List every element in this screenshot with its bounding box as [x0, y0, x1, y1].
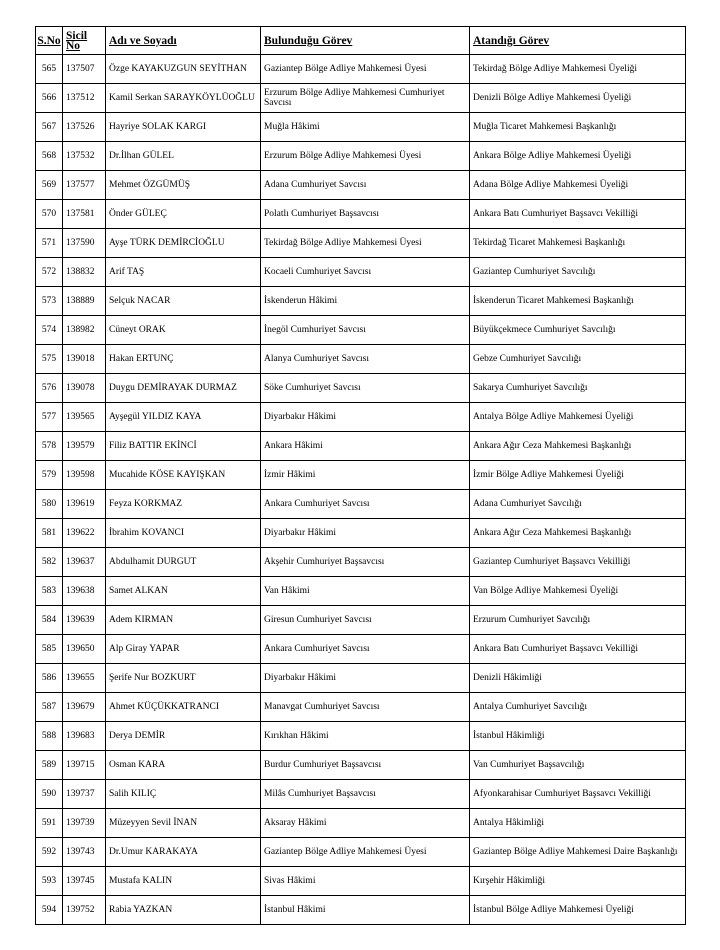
- row-sno: 590: [36, 780, 63, 809]
- row-name: Abdulhamit DURGUT: [106, 548, 261, 577]
- row-assigned-post: Adana Cumhuriyet Savcılığı: [470, 490, 686, 519]
- table-body: [36, 55, 686, 925]
- table-row: [36, 345, 686, 374]
- row-sno: 587: [36, 693, 63, 722]
- row-assigned-post: Afyonkarahisar Cumhuriyet Başsavcı Vekilliği: [470, 780, 686, 809]
- table-row: [36, 664, 686, 693]
- row-sno: 569: [36, 171, 63, 200]
- row-current-post: Erzurum Bölge Adliye Mahkemesi Cumhuriyet Savcısı: [261, 84, 470, 113]
- row-sicil-no: 138982: [63, 316, 106, 345]
- row-sicil-no: 139739: [63, 809, 106, 838]
- row-assigned-post: Antalya Cumhuriyet Savcılığı: [470, 693, 686, 722]
- header-assigned-post: Atandığı Görev: [470, 27, 686, 55]
- row-sicil-no: 139637: [63, 548, 106, 577]
- row-name: Feyza KORKMAZ: [106, 490, 261, 519]
- row-sicil-no: 139679: [63, 693, 106, 722]
- row-sicil-no: 139715: [63, 751, 106, 780]
- table-row: [36, 838, 686, 867]
- row-current-post: Diyarbakır Hâkimi: [261, 519, 470, 548]
- table-row: [36, 751, 686, 780]
- row-current-post: Adana Cumhuriyet Savcısı: [261, 171, 470, 200]
- table-row: [36, 258, 686, 287]
- row-sicil-no: 139743: [63, 838, 106, 867]
- row-assigned-post: Gaziantep Cumhuriyet Savcılığı: [470, 258, 686, 287]
- row-name: Rabia YAZKAN: [106, 896, 261, 925]
- table-row: [36, 519, 686, 548]
- header-name: Adı ve Soyadı: [106, 27, 261, 55]
- row-name: Hakan ERTUNÇ: [106, 345, 261, 374]
- row-sicil-no: 139619: [63, 490, 106, 519]
- row-sno: 591: [36, 809, 63, 838]
- row-sicil-no: 139650: [63, 635, 106, 664]
- table-row: [36, 490, 686, 519]
- row-current-post: Diyarbakır Hâkimi: [261, 403, 470, 432]
- row-assigned-post: İstanbul Hâkimliği: [470, 722, 686, 751]
- table-row: [36, 142, 686, 171]
- table-row: [36, 635, 686, 664]
- row-name: Osman KARA: [106, 751, 261, 780]
- table-row: [36, 693, 686, 722]
- row-current-post: Akşehir Cumhuriyet Başsavcısı: [261, 548, 470, 577]
- row-sno: 593: [36, 867, 63, 896]
- header-sno: S.No: [36, 27, 63, 55]
- table-row: [36, 780, 686, 809]
- row-assigned-post: Büyükçekmece Cumhuriyet Savcılığı: [470, 316, 686, 345]
- row-sno: 582: [36, 548, 63, 577]
- row-sicil-no: 137512: [63, 84, 106, 113]
- row-current-post: İzmir Hâkimi: [261, 461, 470, 490]
- row-sicil-no: 138832: [63, 258, 106, 287]
- row-assigned-post: İzmir Bölge Adliye Mahkemesi Üyeliği: [470, 461, 686, 490]
- row-current-post: Gaziantep Bölge Adliye Mahkemesi Üyesi: [261, 838, 470, 867]
- row-assigned-post: Antalya Hâkimliği: [470, 809, 686, 838]
- row-current-post: Alanya Cumhuriyet Savcısı: [261, 345, 470, 374]
- appointment-table: [35, 26, 686, 925]
- row-sicil-no: 139579: [63, 432, 106, 461]
- row-assigned-post: Sakarya Cumhuriyet Savcılığı: [470, 374, 686, 403]
- row-name: İbrahim KOVANCI: [106, 519, 261, 548]
- row-name: Derya DEMİR: [106, 722, 261, 751]
- row-name: Dr.Umur KARAKAYA: [106, 838, 261, 867]
- header-current-post: Bulunduğu Görev: [261, 27, 470, 55]
- row-sno: 567: [36, 113, 63, 142]
- row-sicil-no: 139737: [63, 780, 106, 809]
- row-assigned-post: Gaziantep Cumhuriyet Başsavcı Vekilliği: [470, 548, 686, 577]
- row-assigned-post: Muğla Ticaret Mahkemesi Başkanlığı: [470, 113, 686, 142]
- row-current-post: Sivas Hâkimi: [261, 867, 470, 896]
- table-row: [36, 432, 686, 461]
- row-name: Dr.İlhan GÜLEL: [106, 142, 261, 171]
- row-sicil-no: 137581: [63, 200, 106, 229]
- row-assigned-post: Antalya Bölge Adliye Mahkemesi Üyeliği: [470, 403, 686, 432]
- row-sicil-no: 139752: [63, 896, 106, 925]
- row-sno: 574: [36, 316, 63, 345]
- row-assigned-post: Tekirdağ Ticaret Mahkemesi Başkanlığı: [470, 229, 686, 258]
- table-row: [36, 722, 686, 751]
- table-row: [36, 316, 686, 345]
- row-current-post: Ankara Cumhuriyet Savcısı: [261, 635, 470, 664]
- row-current-post: Van Hâkimi: [261, 577, 470, 606]
- table-row: [36, 374, 686, 403]
- table-header-row: [36, 27, 686, 55]
- row-name: Önder GÜLEÇ: [106, 200, 261, 229]
- row-sno: 572: [36, 258, 63, 287]
- row-sno: 579: [36, 461, 63, 490]
- row-assigned-post: Gebze Cumhuriyet Savcılığı: [470, 345, 686, 374]
- row-current-post: Burdur Cumhuriyet Başsavcısı: [261, 751, 470, 780]
- row-sno: 573: [36, 287, 63, 316]
- row-current-post: Aksaray Hâkimi: [261, 809, 470, 838]
- row-sno: 586: [36, 664, 63, 693]
- row-sicil-no: 137507: [63, 55, 106, 84]
- row-sno: 581: [36, 519, 63, 548]
- row-sicil-no: 139018: [63, 345, 106, 374]
- row-name: Cüneyt ORAK: [106, 316, 261, 345]
- row-name: Selçuk NACAR: [106, 287, 261, 316]
- row-sno: 578: [36, 432, 63, 461]
- row-sno: 583: [36, 577, 63, 606]
- table-row: [36, 84, 686, 113]
- table-row: [36, 200, 686, 229]
- row-current-post: Gaziantep Bölge Adliye Mahkemesi Üyesi: [261, 55, 470, 84]
- row-name: Kamil Serkan SARAYKÖYLÜOĞLU: [106, 84, 261, 113]
- row-assigned-post: Van Cumhuriyet Başsavcılığı: [470, 751, 686, 780]
- row-sicil-no: 137590: [63, 229, 106, 258]
- row-name: Ayşe TÜRK DEMİRCİOĞLU: [106, 229, 261, 258]
- row-sicil-no: 139565: [63, 403, 106, 432]
- row-sno: 576: [36, 374, 63, 403]
- row-sicil-no: 138889: [63, 287, 106, 316]
- row-sno: 592: [36, 838, 63, 867]
- row-sno: 575: [36, 345, 63, 374]
- row-current-post: Muğla Hâkimi: [261, 113, 470, 142]
- table-row: [36, 896, 686, 925]
- row-assigned-post: Ankara Bölge Adliye Mahkemesi Üyeliği: [470, 142, 686, 171]
- row-sno: 588: [36, 722, 63, 751]
- row-name: Mustafa KALIN: [106, 867, 261, 896]
- table-row: [36, 548, 686, 577]
- row-sno: 568: [36, 142, 63, 171]
- row-current-post: Erzurum Bölge Adliye Mahkemesi Üyesi: [261, 142, 470, 171]
- row-name: Ayşegül YILDIZ KAYA: [106, 403, 261, 432]
- row-name: Salih KILIÇ: [106, 780, 261, 809]
- row-assigned-post: Van Bölge Adliye Mahkemesi Üyeliği: [470, 577, 686, 606]
- row-assigned-post: Ankara Batı Cumhuriyet Başsavcı Vekilliği: [470, 635, 686, 664]
- row-assigned-post: Ankara Batı Cumhuriyet Başsavcı Vekilliği: [470, 200, 686, 229]
- table-row: [36, 606, 686, 635]
- row-sicil-no: 137526: [63, 113, 106, 142]
- row-sicil-no: 139683: [63, 722, 106, 751]
- row-sno: 577: [36, 403, 63, 432]
- table-row: [36, 229, 686, 258]
- row-assigned-post: İskenderun Ticaret Mahkemesi Başkanlığı: [470, 287, 686, 316]
- row-sicil-no: 139078: [63, 374, 106, 403]
- table-row: [36, 113, 686, 142]
- row-name: Özge KAYAKUZGUN SEYİTHAN: [106, 55, 261, 84]
- table-row: [36, 55, 686, 84]
- row-current-post: Manavgat Cumhuriyet Savcısı: [261, 693, 470, 722]
- row-assigned-post: Denizli Hâkimliği: [470, 664, 686, 693]
- table-row: [36, 461, 686, 490]
- row-name: Filiz BATTIR EKİNCİ: [106, 432, 261, 461]
- row-sno: 584: [36, 606, 63, 635]
- row-sicil-no: 139639: [63, 606, 106, 635]
- row-name: Alp Giray YAPAR: [106, 635, 261, 664]
- row-sno: 580: [36, 490, 63, 519]
- header-sicil-no: Sicil No: [63, 27, 106, 55]
- row-assigned-post: İstanbul Bölge Adliye Mahkemesi Üyeliği: [470, 896, 686, 925]
- row-current-post: Ankara Cumhuriyet Savcısı: [261, 490, 470, 519]
- row-sicil-no: 139638: [63, 577, 106, 606]
- row-name: Ahmet KÜÇÜKKATRANCI: [106, 693, 261, 722]
- row-name: Mucahide KÖSE KAYIŞKAN: [106, 461, 261, 490]
- row-name: Duygu DEMİRAYAK DURMAZ: [106, 374, 261, 403]
- row-sno: 566: [36, 84, 63, 113]
- row-current-post: Kırıkhan Hâkimi: [261, 722, 470, 751]
- row-sno: 565: [36, 55, 63, 84]
- row-name: Müzeyyen Sevil İNAN: [106, 809, 261, 838]
- table-row: [36, 577, 686, 606]
- row-sicil-no: 139622: [63, 519, 106, 548]
- table-row: [36, 403, 686, 432]
- row-name: Şerife Nur BOZKURT: [106, 664, 261, 693]
- row-assigned-post: Ankara Ağır Ceza Mahkemesi Başkanlığı: [470, 519, 686, 548]
- row-current-post: İskenderun Hâkimi: [261, 287, 470, 316]
- row-sno: 589: [36, 751, 63, 780]
- table-row: [36, 171, 686, 200]
- row-current-post: Söke Cumhuriyet Savcısı: [261, 374, 470, 403]
- row-name: Mehmet ÖZGÜMÜŞ: [106, 171, 261, 200]
- table-row: [36, 809, 686, 838]
- row-sicil-no: 139598: [63, 461, 106, 490]
- row-current-post: Diyarbakır Hâkimi: [261, 664, 470, 693]
- row-current-post: Tekirdağ Bölge Adliye Mahkemesi Üyesi: [261, 229, 470, 258]
- row-assigned-post: Erzurum Cumhuriyet Savcılığı: [470, 606, 686, 635]
- row-name: Adem KIRMAN: [106, 606, 261, 635]
- row-current-post: İnegöl Cumhuriyet Savcısı: [261, 316, 470, 345]
- table-row: [36, 287, 686, 316]
- row-assigned-post: Ankara Ağır Ceza Mahkemesi Başkanlığı: [470, 432, 686, 461]
- row-sicil-no: 137532: [63, 142, 106, 171]
- row-assigned-post: Denizli Bölge Adliye Mahkemesi Üyeliği: [470, 84, 686, 113]
- row-current-post: Kocaeli Cumhuriyet Savcısı: [261, 258, 470, 287]
- row-sno: 594: [36, 896, 63, 925]
- row-current-post: Ankara Hâkimi: [261, 432, 470, 461]
- row-current-post: İstanbul Hâkimi: [261, 896, 470, 925]
- row-current-post: Milâs Cumhuriyet Başsavcısı: [261, 780, 470, 809]
- row-sno: 585: [36, 635, 63, 664]
- row-assigned-post: Tekirdağ Bölge Adliye Mahkemesi Üyeliği: [470, 55, 686, 84]
- row-name: Arif TAŞ: [106, 258, 261, 287]
- row-name: Hayriye SOLAK KARGI: [106, 113, 261, 142]
- row-assigned-post: Gaziantep Bölge Adliye Mahkemesi Daire Başkanlığı: [470, 838, 686, 867]
- row-sno: 570: [36, 200, 63, 229]
- row-assigned-post: Kırşehir Hâkimliği: [470, 867, 686, 896]
- row-sno: 571: [36, 229, 63, 258]
- row-name: Samet ALKAN: [106, 577, 261, 606]
- table-row: [36, 867, 686, 896]
- row-current-post: Giresun Cumhuriyet Savcısı: [261, 606, 470, 635]
- row-current-post: Polatlı Cumhuriyet Başsavcısı: [261, 200, 470, 229]
- row-sicil-no: 139655: [63, 664, 106, 693]
- row-sicil-no: 137577: [63, 171, 106, 200]
- row-sicil-no: 139745: [63, 867, 106, 896]
- row-assigned-post: Adana Bölge Adliye Mahkemesi Üyeliği: [470, 171, 686, 200]
